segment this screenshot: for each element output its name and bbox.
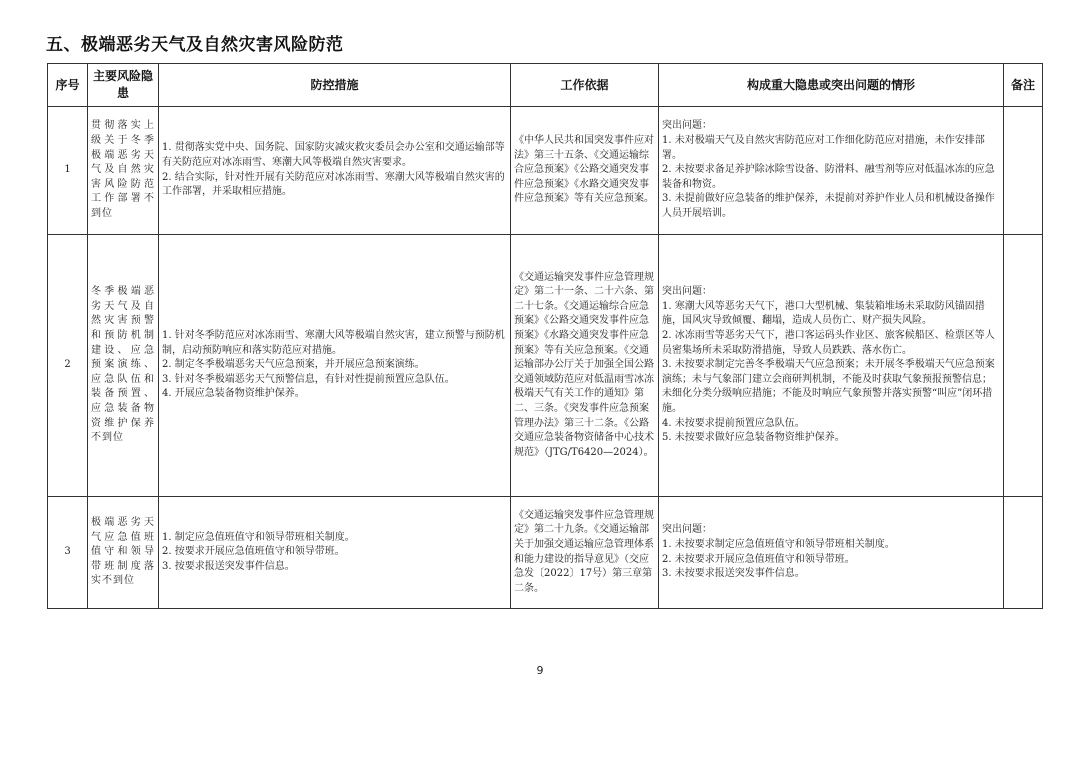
measure-item: 4. 开展应急装备物资维护保养。 [162, 388, 305, 400]
remarks-cell [1004, 107, 1043, 235]
measures-cell [159, 497, 511, 609]
header-risk: 主要风险隐患 [88, 64, 159, 107]
risk-cell: 贯彻落实上级关于冬季极端恶劣天气及自然灾害风险防范工作部署不到位 [88, 107, 159, 235]
situation-item: 3. 未按要求制定完善冬季极端天气应急预案；未开展冬季极端天气应急预案演练；未与气象部门建立会商研判机制，不能及时获取气象预报预警信息；未细化分类分级响应措施；不能及时响应气象预警并落实预警“叫应”闭环措施。 [662, 359, 995, 414]
row-number: 3 [48, 497, 88, 609]
situation-cell [659, 107, 1004, 235]
section-title: 五、极端恶劣天气及自然灾害风险防范 [46, 35, 344, 55]
header-measures: 防控措施 [159, 64, 511, 107]
measure-item: 2. 结合实际，针对性开展有关防范应对冰冻雨雪、寒潮大风等极端自然灾害的工作部署，并采取相应措施。 [162, 171, 505, 198]
situation-cell [659, 497, 1004, 609]
table-row [48, 235, 1043, 497]
measure-item: 1. 贯彻落实党中央、国务院、国家防灾减灾救灾委员会办公室和交通运输部等有关防范应对冰冻雨雪、寒潮大风等极端自然灾害要求。 [162, 142, 505, 168]
situation-item: 突出问题： [662, 286, 712, 298]
measure-item: 2. 按要求开展应急值班值守和领导带班。 [162, 546, 345, 558]
basis-cell: 《交通运输突发事件应急管理规定》第二十九条。《交通运输部关于加强交通运输应急管理体系和能力建设的指导意见》（交应急发〔2022〕17号）第三章第二条。 [511, 497, 659, 609]
measure-item: 3. 针对冬季极端恶劣天气预警信息，有针对性提前预置应急队伍。 [162, 373, 455, 385]
situation-item: 2. 未按要求开展应急值班值守和领导带班。 [662, 553, 855, 565]
row-number: 1 [48, 107, 88, 235]
situation-item: 4. 未按要求提前预置应急队伍。 [662, 417, 805, 429]
situation-item: 突出问题： [662, 120, 712, 132]
page-number: 9 [536, 664, 544, 677]
remarks-cell [1004, 235, 1043, 497]
risk-cell: 冬季极端恶劣天气及自然灾害预警和预防机制建设、应急预案演练、应急队伍和装备预置、应急装备物资维护保养不到位 [88, 235, 159, 497]
situation-item: 3. 未按要求报送突发事件信息。 [662, 568, 805, 580]
header-basis: 工作依据 [511, 64, 659, 107]
basis-cell: 《中华人民共和国突发事件应对法》第三十五条、《交通运输综合应急预案》《公路交通突发事件应急预案》《水路交通突发事件应急预案》等有关应急预案。 [511, 107, 659, 235]
risk-table [47, 63, 1043, 609]
situation-item: 3. 未提前做好应急装备的维护保养，未提前对养护作业人员和机械设备操作人员开展培训。 [662, 193, 995, 219]
situation-item: 2. 未按要求备足养护除冰除雪设备、防滑料、融雪剂等应对低温冰冻的应急装备和物资。 [662, 164, 995, 190]
measure-item: 2. 制定冬季极端恶劣天气应急预案，并开展应急预案演练。 [162, 359, 425, 371]
situation-item: 2. 冰冻雨雪等恶劣天气下，港口客运码头作业区、旅客候船区、检票区等人员密集场所未采取防滑措施，导致人员跌跌、落水伤亡。 [662, 330, 995, 356]
table-header-row [48, 64, 1043, 107]
measure-item: 1. 针对冬季防范应对冰冻雨雪、寒潮大风等极端自然灾害，建立预警与预防机制，启动预防响应和落实防范应对措施。 [162, 330, 505, 356]
header-remarks: 备注 [1004, 64, 1043, 107]
table-row [48, 107, 1043, 235]
basis-cell: 《交通运输突发事件应急管理规定》第二十一条、二十六条、第二十七条。《交通运输综合应急预案》《公路交通突发事件应急预案》《水路交通突发事件应急预案》等有关应急预案。《交通运输部办公厅关于加强全国公路交通领域防范应对低温雨雪冰冻极端天气有关工作的通知》第二、三条。《突发事件应急预案管理办法》第三十二条。《公路交通应急装备物资储备中心技术规范》（JTG/T6420—2024）。 [511, 235, 659, 497]
table-row [48, 497, 1043, 609]
measure-item: 3. 按要求报送突发事件信息。 [162, 560, 295, 572]
situation-item: 1. 未按要求制定应急值班值守和领导带班相关制度。 [662, 538, 895, 550]
situation-item: 1. 未对极端天气及自然灾害防范应对工作细化防范应对措施，未作安排部署。 [662, 135, 985, 161]
measures-cell [159, 235, 511, 497]
measures-cell [159, 107, 511, 235]
situation-item: 1. 寒潮大风等恶劣天气下，港口大型机械、集装箱堆场未采取防风锚固措施，国风灾导致倾覆、翻塌，造成人员伤亡、财产损失风险。 [662, 300, 985, 327]
remarks-cell [1004, 497, 1043, 609]
header-situation: 构成重大隐患或突出问题的情形 [659, 64, 1004, 107]
measure-item: 1. 制定应急值班值守和领导带班相关制度。 [162, 531, 355, 543]
situation-item: 突出问题： [662, 524, 712, 536]
risk-cell: 极端恶劣天气应急值班值守和领导带班制度落实不到位 [88, 497, 159, 609]
situation-item: 5. 未按要求做好应急装备物资维护保养。 [662, 432, 845, 444]
situation-cell [659, 235, 1004, 497]
header-no: 序号 [48, 64, 88, 107]
row-number: 2 [48, 235, 88, 497]
